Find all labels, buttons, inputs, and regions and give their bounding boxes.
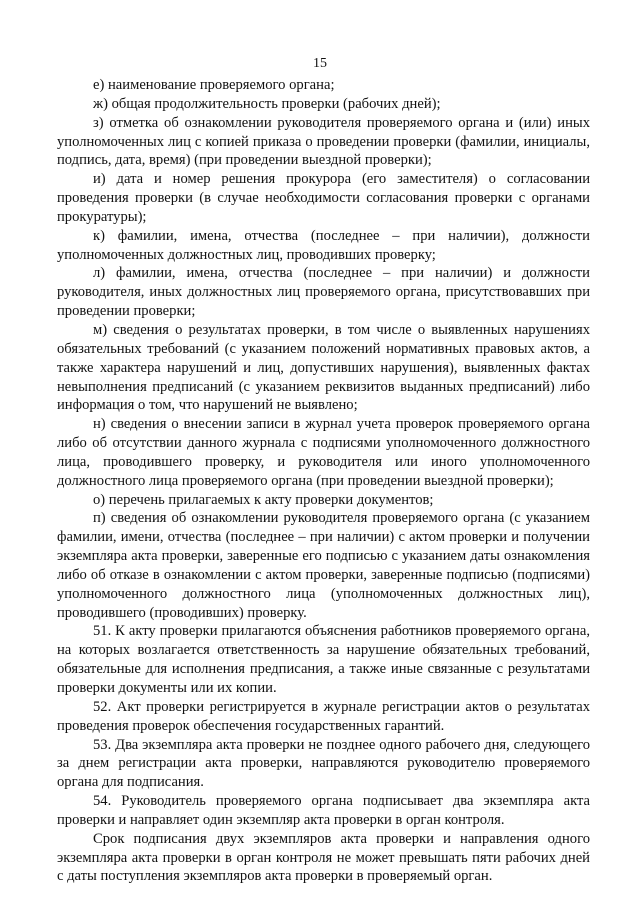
- paragraph-p: п) сведения об ознакомлении руководителя проверяемого органа (с указанием фамилии, имени, отчества (последнее – при наличии) с актом проверки и получении экземпляра акта проверки, заверенные его подписью с указанием даты ознакомления либо об отказе в ознакомлении с актом проверки, заверенные подписью (подписями) уполномоченного должностного лица (уполномоченных должностных лиц), проводившего (проводивших) проверку.: [57, 510, 590, 621]
- paragraph-zh: ж) общая продолжительность проверки (рабочих дней);: [93, 95, 441, 112]
- document-body: [57, 76, 590, 886]
- paragraph-n: н) сведения о внесении записи в журнал учета проверок проверяемого органа либо об отсутствии данного журнала с подписями уполномоченного должностного лица, проводившего проверку, и руководителя или иного уполномоченного должностного лица проверяемого органа (при проведении выездной проверки);: [57, 416, 590, 489]
- paragraph-i: и) дата и номер решения прокурора (его заместителя) о согласовании проведения проверки (в случае необходимости согласования проверки с органами прокуратуры);: [57, 171, 590, 225]
- paragraph-o: о) перечень прилагаемых к акту проверки документов;: [93, 491, 434, 508]
- paragraph-k: к) фамилии, имена, отчества (последнее – при наличии), должности уполномоченных должностных лиц, проводивших проверку;: [57, 227, 590, 263]
- paragraph-e: е) наименование проверяемого органа;: [93, 77, 335, 93]
- paragraph-z: з) отметка об ознакомлении руководителя проверяемого органа и (или) иных уполномоченных лиц с копией приказа о проведении проверки (фамилии, инициалы, подпись, дата, время) (при проведении выездной проверки);: [57, 114, 590, 169]
- clause-53: 53. Два экземпляра акта проверки не позднее одного рабочего дня, следующего за днем регистрации акта проверки, направляются руководителю проверяемого органа для подписания.: [57, 736, 590, 791]
- paragraph-m: м) сведения о результатах проверки, в том числе о выявленных нарушениях обязательных требований (с указанием положений нормативных правовых актов, а также характера нарушений и лиц, допустивших нарушения), выявленных фактах невыполнения предписаний (с указанием реквизитов выданных предписаний) либо информация о том, что нарушений не выявлено;: [57, 321, 590, 414]
- page-number: 15: [313, 56, 327, 71]
- clause-52: 52. Акт проверки регистрируется в журнале регистрации актов о результатах проведения проверок обеспечения государственных гарантий.: [57, 698, 590, 734]
- clause-54: 54. Руководитель проверяемого органа подписывает два экземпляра акта проверки и направляет один экземпляр акта проверки в орган контроля.: [57, 793, 590, 828]
- clause-51: 51. К акту проверки прилагаются объяснения работников проверяемого органа, на которых возлагается ответственность за нарушение обязательных требований, обязательные для исполнения предписания, а также иные связанные с результатами проверки документы или их копии.: [57, 623, 590, 696]
- paragraph-l: л) фамилии, имена, отчества (последнее – при наличии) и должности руководителя, иных должностных лиц проверяемого органа, присутствовавших при проведении проверки;: [57, 265, 590, 320]
- signing-deadline-paragraph: Срок подписания двух экземпляров акта проверки и направления одного экземпляра акта проверки в орган контроля не может превышать пяти рабочих дней с даты поступления экземпляров акта проверки в проверяемый орган.: [57, 830, 590, 885]
